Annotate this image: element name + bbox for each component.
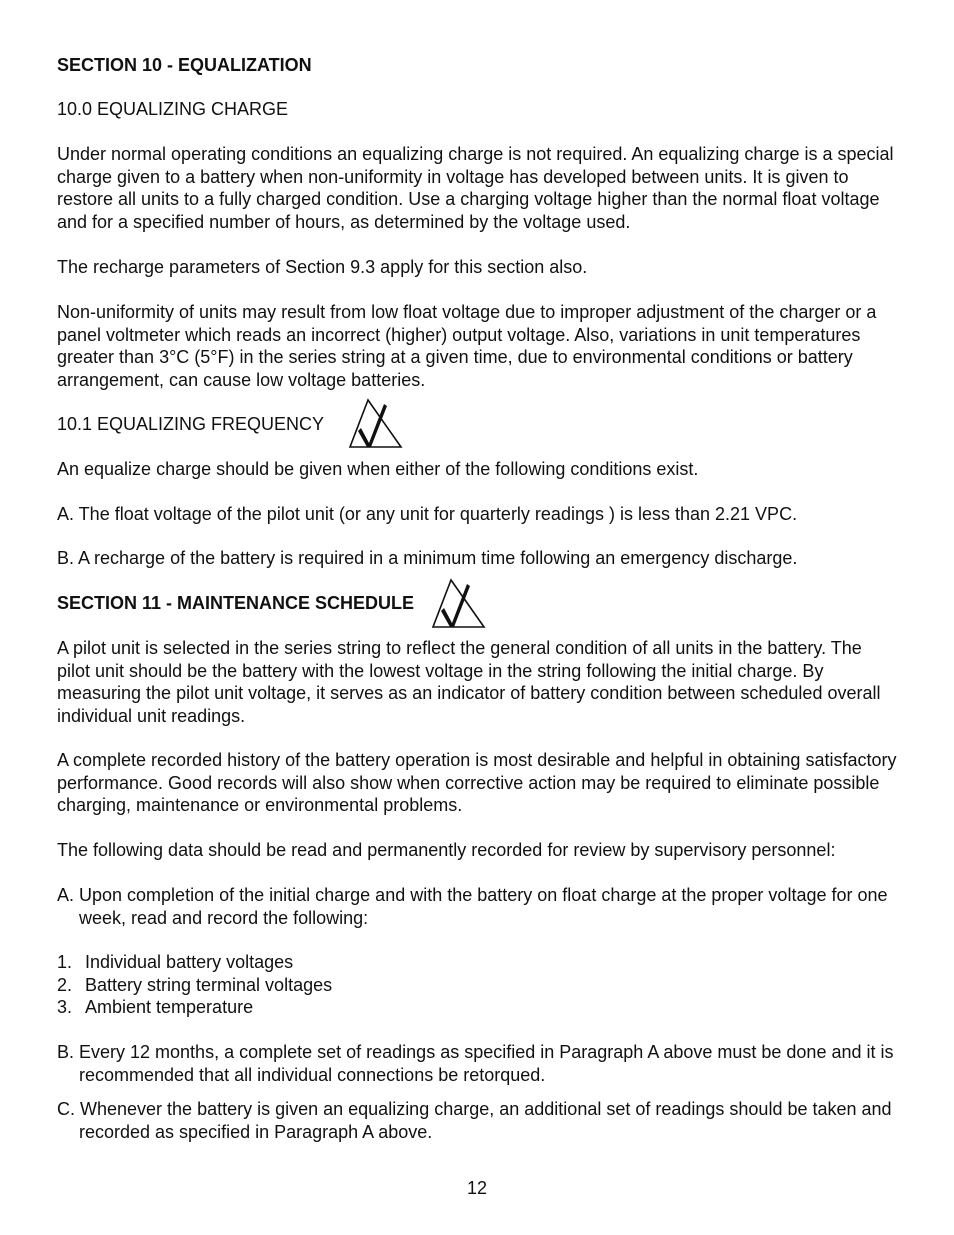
list-item: 3. Ambient temperature — [57, 997, 254, 1017]
recorded-history-paragraph: A complete recorded history of the battery operation is most desirable and helpful in obtaining satisfactory performance. Good records will also show when corrective action may be required to eliminate possible charging, maintenance or environmental problems. — [57, 750, 897, 815]
triangle-checkmark-icon — [348, 398, 404, 450]
condition-a: A. The float voltage of the pilot unit (or any unit for quarterly readings ) is less than 2.21 VPC. — [57, 504, 798, 524]
schedule-item-a: A. Upon completion of the initial charge and with the battery on float charge at the proper voltage for one week, read and record the following: — [57, 885, 888, 928]
section-11-heading: SECTION 11 - MAINTENANCE SCHEDULE — [57, 593, 415, 613]
condition-b: B. A recharge of the battery is required in a minimum time following an emergency discharge. — [57, 548, 798, 568]
equalizing-frequency-heading: 10.1 EQUALIZING FREQUENCY — [57, 414, 325, 434]
pilot-unit-paragraph: A pilot unit is selected in the series string to reflect the general condition of all units in the battery. The pilot unit should be the battery with the lowest voltage in the string following the initial charge. By measuring the pilot unit voltage, it serves as an indicator of battery condition between scheduled overall individual unit readings. — [57, 638, 881, 726]
readings-list — [57, 951, 899, 1019]
section-10-heading: SECTION 10 - EQUALIZATION — [57, 55, 312, 75]
non-uniformity-paragraph: Non-uniformity of units may result from low float voltage due to improper adjustment of the charger or a panel voltmeter which reads an incorrect (higher) output voltage. Also, variations in unit temperatures greater than 3°C (5°F) in the series string at a given time, due to environmental conditions or battery arrangement, can cause low voltage batteries. — [57, 302, 877, 390]
triangle-checkmark-icon — [431, 578, 487, 630]
recharge-parameters-paragraph: The recharge parameters of Section 9.3 apply for this section also. — [57, 257, 588, 277]
data-recorded-paragraph: The following data should be read and permanently recorded for review by supervisory personnel: — [57, 840, 836, 860]
equalizing-charge-paragraph: Under normal operating conditions an equalizing charge is not required. An equalizing charge is a special charge given to a battery when non-uniformity in voltage has developed between units. It is given to restore all units to a fully charged condition. Use a charging voltage higher than the normal float voltage and for a specified number of hours, as determined by the voltage used. — [57, 144, 894, 232]
page-number: 12 — [466, 1178, 488, 1198]
schedule-item-b: B. Every 12 months, a complete set of readings as specified in Paragraph A above must be done and it is recommended that all individual connections be retorqued. — [57, 1042, 894, 1085]
list-item: 1. Individual battery voltages — [57, 952, 294, 972]
schedule-item-c: C. Whenever the battery is given an equalizing charge, an additional set of readings should be taken and recorded as specified in Paragraph A above. — [57, 1099, 892, 1142]
equalizing-charge-heading: 10.0 EQUALIZING CHARGE — [57, 99, 289, 119]
list-item: 2. Battery string terminal voltages — [57, 974, 333, 995]
equalize-conditions-paragraph: An equalize charge should be given when either of the following conditions exist. — [57, 459, 699, 479]
